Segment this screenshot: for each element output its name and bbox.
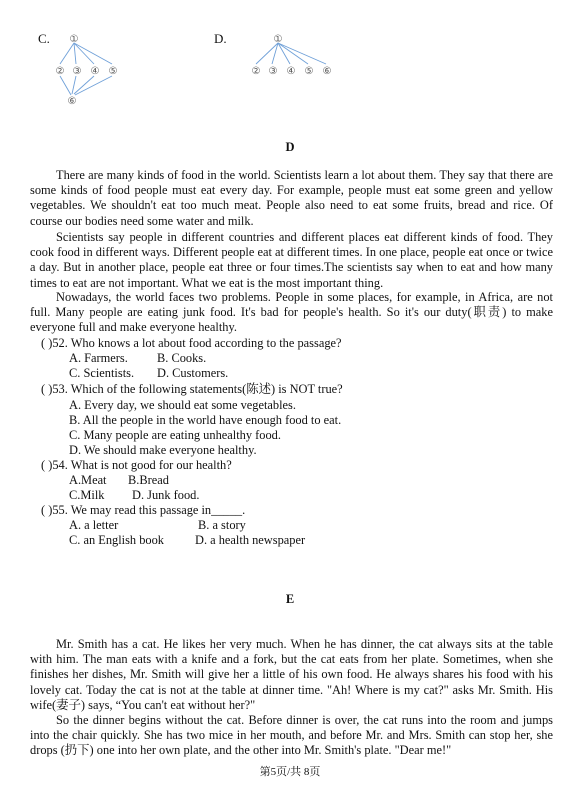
answer-option: D. Customers.: [157, 366, 229, 380]
section-title-d: D: [285, 140, 295, 154]
passage-e-paragraph-1: Mr. Smith has a cat. He likes her very much. When he has dinner, the cat always sits at the table with him. The man eats with a knife and a fork, but the cat eats from her plate. Sometimes, when she finishes her dishes, Mr. Smith will give her a little of his own food. He always shares his food with his lovely cat. Today the cat is not at the table at dinner time. "Ah! Where is my cat?" asks Mr. Smith. His wife(妻子) says, “You can't eat without her?": [30, 637, 553, 712]
node: ⑤: [304, 66, 314, 77]
passage-d-paragraph-2: Scientists say people in different countries and different places eat different kinds of food. They cook food in different ways. Different people eat at different times. In one place, people eat once or twice a day. But in another place, people eat three or four times.The scientists say when to eat and how many times to eat are not important. What we eat is the most important thing.: [30, 230, 553, 290]
node-top: ①: [273, 34, 283, 45]
answer-option: A. Every day, we should eat some vegetables.: [69, 398, 296, 412]
node: ②: [251, 66, 261, 77]
answer-option: C. Many people are eating unhealthy food.: [69, 428, 281, 442]
node: ⑥: [322, 66, 332, 77]
section-title-e: E: [285, 592, 295, 606]
edge: [278, 43, 326, 64]
node: ②: [55, 66, 65, 77]
edge: [74, 43, 94, 64]
answer-option: D. Junk food.: [132, 488, 200, 502]
answer-option: B.Bread: [128, 473, 169, 487]
question-55: ( )55. We may read this passage in_____.: [41, 503, 246, 517]
edge: [60, 76, 71, 95]
question-54: ( )54. What is not good for our health?: [41, 458, 232, 472]
tree-diagram-c: [50, 28, 130, 110]
node: ④: [286, 66, 296, 77]
answer-option: D. a health newspaper: [195, 533, 306, 547]
option-c-label: C.: [38, 31, 50, 46]
question-53: ( )53. Which of the following statements(陈述) is NOT true?: [41, 382, 343, 396]
edge: [75, 76, 112, 95]
answer-option: A. a letter: [69, 518, 119, 532]
page-footer: 第5页/共 8页: [259, 766, 321, 778]
edge: [278, 43, 290, 64]
edge: [74, 43, 112, 64]
answer-option: D. We should make everyone healthy.: [69, 443, 257, 457]
edge: [60, 43, 74, 64]
node-top: ①: [69, 34, 79, 45]
edge: [72, 76, 76, 94]
node-bottom: ⑥: [67, 96, 77, 107]
edge: [278, 43, 308, 64]
tree-diagram-d: [246, 28, 342, 80]
answer-option: A. Farmers.: [69, 351, 128, 365]
option-d-label: D.: [214, 31, 227, 46]
answer-option: C. Scientists.: [69, 366, 135, 380]
passage-e-paragraph-2: So the dinner begins without the cat. Before dinner is over, the cat runs into the room and jumps into the chair quickly. She has two mice in her mouth, and before Mr. and Mrs. Smith can stop her, she drops (扔下) one into her own plate, and the other into Mr. Smith's plate. "Dear me!": [30, 713, 553, 758]
answer-option: C. an English book: [69, 533, 164, 547]
passage-d-paragraph-3: Nowadays, the world faces two problems. People in some places, for example, in Africa, are not full. Many people are eating junk food. It's bad for people's health. So it's our duty(职责) to make everyone full and make everyone healthy.: [30, 290, 553, 335]
answer-option: B. a story: [198, 518, 246, 532]
question-52: ( )52. Who knows a lot about food according to the passage?: [41, 336, 342, 350]
answer-option: B. Cooks.: [157, 351, 207, 365]
answer-option: B. All the people in the world have enough food to eat.: [69, 413, 342, 427]
node: ⑤: [108, 66, 118, 77]
passage-d-paragraph-1: There are many kinds of food in the world. Scientists learn a lot about them. They say that there are some kinds of food people must eat every day. For example, people must eat some green and yellow vegetables. We shouldn't eat too much meat. People also need to eat some fruits, bread and rice. Of course our bodies need some water and milk.: [30, 168, 553, 228]
node: ④: [90, 66, 100, 77]
answer-option: C.Milk: [69, 488, 105, 502]
edge: [74, 76, 94, 94]
answer-option: A.Meat: [69, 473, 107, 487]
edge: [74, 43, 76, 64]
node: ③: [268, 66, 278, 77]
node: ③: [72, 66, 82, 77]
